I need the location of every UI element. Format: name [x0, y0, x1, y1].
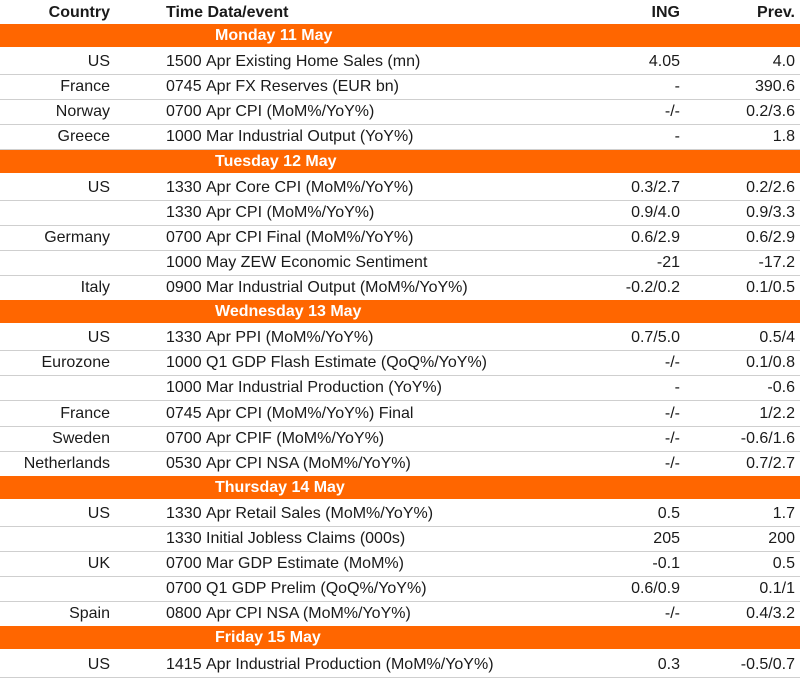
previous-value-cell: 390.6 [754, 78, 795, 96]
previous-value-cell: 1.7 [772, 504, 795, 522]
previous-value-cell: 0.1/0.8 [746, 354, 795, 372]
table-row [0, 426, 800, 452]
previous-value-cell: 0.2/3.6 [746, 103, 795, 121]
event-cell: Q1 GDP Prelim (QoQ%/YoY%) [206, 580, 427, 598]
time-cell: 1330 [166, 178, 202, 196]
ing-forecast-cell: -/- [664, 404, 680, 422]
ing-forecast-cell: 0.6/2.9 [631, 228, 680, 246]
header-country: Country [48, 4, 110, 21]
table-row [0, 576, 800, 602]
ing-forecast-cell: - [674, 379, 680, 397]
table-row [0, 275, 800, 301]
day-header [0, 476, 800, 500]
country-cell: Greece [57, 128, 110, 146]
ing-forecast-cell: -/- [664, 605, 680, 623]
country-cell: Sweden [52, 429, 110, 447]
previous-value-cell: 1.8 [772, 128, 795, 146]
table-row [0, 501, 800, 527]
country-cell [0, 576, 110, 602]
ing-forecast-cell: - [674, 78, 680, 96]
time-cell: 1330 [166, 203, 202, 221]
table-header [0, 0, 800, 26]
previous-value-cell: 0.1/1 [759, 580, 795, 598]
ing-forecast-cell: 0.7/5.0 [631, 329, 680, 347]
table-row [0, 200, 800, 226]
time-cell: 0700 [166, 103, 202, 121]
table-row [0, 325, 800, 351]
ing-forecast-cell: -/- [664, 454, 680, 472]
country-cell [0, 526, 110, 552]
previous-value-cell: 200 [768, 530, 795, 547]
table-row [0, 526, 800, 552]
event-cell: Q1 GDP Flash Estimate (QoQ%/YoY%) [206, 354, 487, 372]
time-cell: 0700 [166, 555, 202, 573]
country-cell: US [87, 329, 110, 347]
table-row [0, 551, 800, 577]
country-cell: US [87, 655, 110, 673]
header-time-event: Time Data/event [166, 4, 289, 21]
table-row [0, 74, 800, 100]
previous-value-cell: 0.2/2.6 [746, 178, 795, 196]
event-cell: Apr CPI NSA (MoM%/YoY%) [206, 454, 411, 472]
previous-value-cell: -17.2 [758, 253, 795, 271]
event-cell: Apr CPI Final (MoM%/YoY%) [206, 228, 414, 246]
event-cell: Apr Existing Home Sales (mn) [206, 53, 421, 71]
previous-value-cell: 0.5/4 [759, 329, 795, 347]
ing-forecast-cell: - [674, 128, 680, 146]
ing-forecast-cell: 0.5 [657, 504, 680, 522]
event-cell: Mar GDP Estimate (MoM%) [206, 555, 404, 573]
ing-forecast-cell: 205 [653, 530, 680, 547]
event-cell: Apr CPIF (MoM%/YoY%) [206, 429, 385, 447]
table-row [0, 401, 800, 427]
previous-value-cell: 0.9/3.3 [746, 203, 795, 221]
ing-forecast-cell: -/- [664, 103, 680, 121]
event-cell: Apr CPI (MoM%/YoY%) [206, 203, 375, 221]
event-cell: Mar Industrial Output (MoM%/YoY%) [206, 279, 468, 296]
ing-forecast-cell: -0.2/0.2 [625, 279, 680, 296]
previous-value-cell: 0.5 [772, 555, 795, 573]
table-row [0, 350, 800, 376]
ing-forecast-cell: 0.9/4.0 [631, 203, 680, 221]
event-cell: May ZEW Economic Sentiment [206, 253, 428, 271]
country-cell [0, 250, 110, 276]
event-cell: Apr CPI (MoM%/YoY%) Final [206, 404, 414, 422]
previous-value-cell: 1/2.2 [759, 404, 795, 422]
day-header [0, 150, 800, 174]
country-cell: Italy [80, 279, 110, 296]
country-cell: Eurozone [41, 354, 110, 372]
previous-value-cell: -0.5/0.7 [740, 655, 795, 673]
time-cell: 0530 [166, 454, 202, 472]
country-cell [0, 375, 110, 401]
day-label: Tuesday 12 May [215, 152, 337, 170]
time-cell: 1330 [166, 504, 202, 522]
previous-value-cell: -0.6 [767, 379, 795, 397]
table-row [0, 99, 800, 125]
time-cell: 1330 [166, 530, 202, 547]
time-cell: 1000 [166, 379, 202, 397]
event-cell: Apr FX Reserves (EUR bn) [206, 78, 399, 96]
country-cell: Netherlands [23, 454, 110, 472]
event-cell: Mar Industrial Production (YoY%) [206, 379, 442, 397]
ing-forecast-cell: 4.05 [648, 53, 680, 71]
ing-forecast-cell: -0.1 [652, 555, 680, 573]
table-row [0, 250, 800, 276]
country-cell: UK [87, 555, 110, 573]
country-cell: France [60, 78, 110, 96]
day-header [0, 300, 800, 324]
time-cell: 1415 [166, 655, 202, 673]
table-row [0, 375, 800, 401]
previous-value-cell: -0.6/1.6 [740, 429, 795, 447]
previous-value-cell: 4.0 [772, 53, 795, 71]
event-cell: Mar Industrial Output (YoY%) [206, 128, 414, 146]
day-label: Thursday 14 May [215, 478, 345, 496]
table-row [0, 49, 800, 75]
time-cell: 1500 [166, 53, 202, 71]
table-row [0, 601, 800, 627]
day-label: Monday 11 May [215, 27, 333, 44]
table-row [0, 175, 800, 201]
previous-value-cell: 0.1/0.5 [746, 279, 795, 296]
country-cell: US [87, 53, 110, 71]
event-cell: Apr Core CPI (MoM%/YoY%) [206, 178, 414, 196]
event-cell: Apr Industrial Production (MoM%/YoY%) [206, 655, 494, 673]
event-cell: Apr CPI NSA (MoM%/YoY%) [206, 605, 411, 623]
table-row [0, 652, 800, 678]
header-prev: Prev. [757, 4, 795, 21]
ing-forecast-cell: -21 [656, 253, 680, 271]
time-cell: 0700 [166, 580, 202, 598]
time-cell: 1330 [166, 329, 202, 347]
ing-forecast-cell: -/- [664, 354, 680, 372]
country-cell: US [87, 178, 110, 196]
ing-forecast-cell: 0.6/0.9 [631, 580, 680, 598]
day-header [0, 24, 800, 48]
country-cell: Spain [69, 605, 110, 623]
previous-value-cell: 0.7/2.7 [746, 454, 795, 472]
previous-value-cell: 0.4/3.2 [746, 605, 795, 623]
country-cell: Germany [44, 228, 110, 246]
day-label: Friday 15 May [215, 629, 321, 647]
event-cell: Apr CPI (MoM%/YoY%) [206, 103, 375, 121]
time-cell: 0745 [166, 404, 202, 422]
time-cell: 0900 [166, 279, 202, 296]
time-cell: 0745 [166, 78, 202, 96]
table-row [0, 225, 800, 251]
time-cell: 1000 [166, 128, 202, 146]
time-cell: 0700 [166, 228, 202, 246]
day-label: Wednesday 13 May [215, 303, 362, 321]
time-cell: 1000 [166, 253, 202, 271]
event-cell: Apr PPI (MoM%/YoY%) [206, 329, 374, 347]
country-cell: France [60, 404, 110, 422]
country-cell [0, 200, 110, 226]
header-ing: ING [651, 4, 680, 21]
time-cell: 1000 [166, 354, 202, 372]
ing-forecast-cell: 0.3 [657, 655, 680, 673]
time-cell: 0700 [166, 429, 202, 447]
event-cell: Initial Jobless Claims (000s) [206, 530, 406, 547]
table-row [0, 124, 800, 150]
ing-forecast-cell: -/- [664, 429, 680, 447]
ing-forecast-cell: 0.3/2.7 [631, 178, 680, 196]
country-cell: US [87, 504, 110, 522]
day-header [0, 626, 800, 650]
table-row [0, 451, 800, 477]
previous-value-cell: 0.6/2.9 [746, 228, 795, 246]
country-cell: Norway [55, 103, 110, 121]
event-cell: Apr Retail Sales (MoM%/YoY%) [206, 504, 434, 522]
time-cell: 0800 [166, 605, 202, 623]
